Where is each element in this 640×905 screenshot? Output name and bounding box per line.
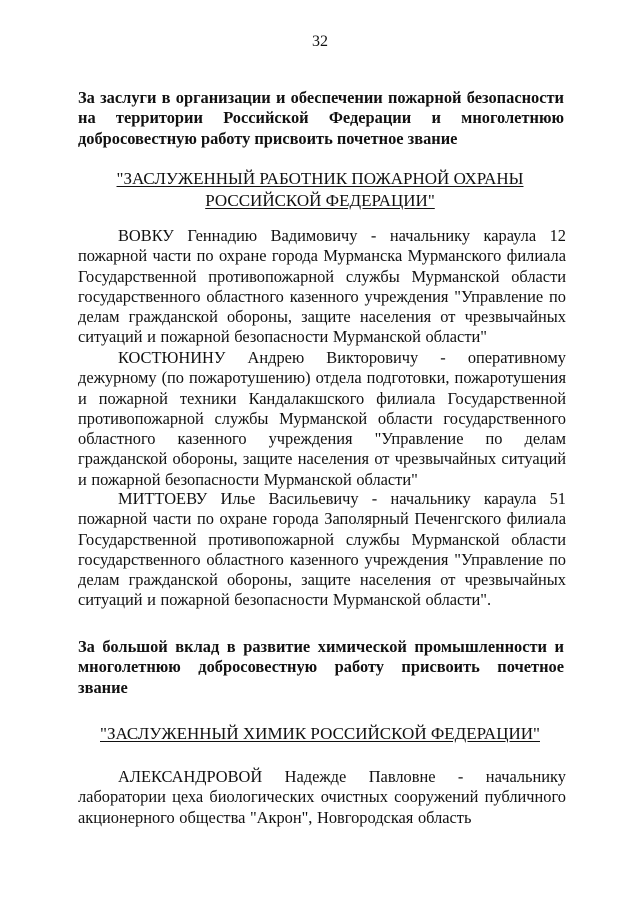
award-heading-fire-safety (78, 88, 564, 149)
page-number: 32 (312, 33, 328, 50)
honorary-title-fire-protection (60, 168, 580, 211)
awardee-position: - начальнику караула 12 пожарной части по охране города Мурманска Мурманского филиала Государственной противопожарной службы Мурманской области государственного областного казенного учреждения "Управление по делам гражданской обороны, защите населения от чрезвычайных ситуаций и пожарной безопасности Мурманской области" (78, 226, 566, 347)
awardee-position: - оперативному дежурному (по пожаротушению) отдела подготовки, пожаротушения и пожарной техники Кандалакшского филиала Государственной противопожарной службы Мурманской области государственного областного казенного учреждения "Управление по делам гражданской обороны, защите населения от чрезвычайных ситуаций и пожарной безопасности Мурманской области" (78, 348, 567, 489)
awardee-name: ВОВКУ Геннадию Вадимовичу (118, 226, 358, 245)
awardee-name: МИТТОЕВУ Илье Васильевичу (118, 489, 359, 508)
award-heading-text: За заслуги в организации и обеспечении пожарной безопасности на территории Российской Федерации и многолетнюю добросовестную работу присвоить почетное звание (78, 88, 564, 148)
honorary-title-line-1: "ЗАСЛУЖЕННЫЙ ХИМИК РОССИЙСКОЙ ФЕДЕРАЦИИ" (100, 724, 540, 743)
awardee-name: КОСТЮНИНУ Андрею Викторовичу (118, 348, 419, 367)
award-heading-chemistry (78, 637, 564, 698)
honorary-title-line-2: РОССИЙСКОЙ ФЕДЕРАЦИИ" (205, 190, 435, 210)
award-heading-text: За большой вклад в развитие химической промышленности и многолетнюю добросовестную работу присвоить почетное звание (78, 637, 564, 697)
awardee-entry (78, 348, 566, 490)
awardee-position: - начальнику караула 51 пожарной части по охране города Заполярный Печенгского филиала Государственной противопожарной службы Мурманской области государственного областного казенного учреждения "Управление по делам гражданской обороны, защите населения от чрезвычайных ситуаций и пожарной безопасности Мурманской области". (78, 489, 566, 610)
honorary-title-chemist (60, 723, 580, 745)
awardee-entry (78, 226, 566, 348)
honorary-title-line-1: "ЗАСЛУЖЕННЫЙ РАБОТНИК ПОЖАРНОЙ ОХРАНЫ (116, 169, 524, 188)
awardee-name: АЛЕКСАНДРОВОЙ Надежде Павловне (118, 767, 436, 786)
awardee-entry (78, 767, 566, 828)
awardee-position: - начальнику лаборатории цеха биологических очистных сооружений публичного акционерного общества "Акрон", Новгородская область (78, 767, 566, 827)
awardee-entry (78, 489, 566, 611)
